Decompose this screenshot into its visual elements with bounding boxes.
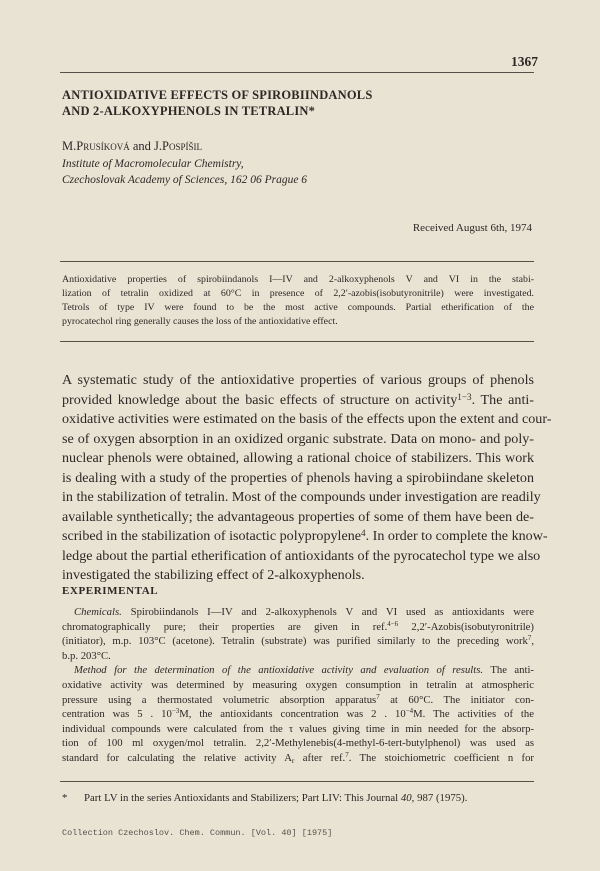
intro-line: nuclear phenols were obtained, allowing a rational choice of stabilizers. This work <box>62 450 534 466</box>
intro-line: investigated the stabilizing effect of 2-alkoxyphenols. <box>62 567 365 583</box>
paragraph-label: Method for the determination of the antioxidative activity and evaluation of results. <box>74 664 484 677</box>
body-line <box>62 751 534 767</box>
affiliation-line: Institute of Macromolecular Chemistry, <box>62 158 244 170</box>
abstract-bottom-rule <box>60 341 534 342</box>
body-line: oxidative activity was determined by measuring oxygen consumption in tetralin at atmospheric <box>62 678 534 691</box>
exponent-superscript: −4 <box>405 707 414 716</box>
text-run: (initiator), m.p. 103°C (acetone). Tetralin (substrate) was purified similarly to the preceding work <box>62 635 528 648</box>
text-run: centration was 5 . 10 <box>62 708 172 721</box>
body-line <box>62 620 534 635</box>
intro-line: is dealing with a study of the properties of phenols having a spirobiindane skeleton <box>62 469 534 486</box>
footnote-mark: * <box>62 792 68 804</box>
experimental-body <box>62 605 534 767</box>
intro-line: in the stabilization of tetralin. Most of the compounds under investigation are readily <box>62 489 541 505</box>
text-run: at 60°C. The initiator con- <box>379 693 534 706</box>
body-line: tion of 100 ml oxygen/mol tetralin. 2,2′-Methylenebis(4-methyl-6-tert-butylphenol) was used as <box>62 737 534 750</box>
footnote <box>62 792 534 804</box>
intro-line: se of oxygen absorption in an oxidized organic substrate. Data on mono- and poly- <box>62 430 534 447</box>
text-run: . In order to complete the know- <box>365 528 548 544</box>
text-run: Part LV in the series Antioxidants and Stabilizers; Part LIV: This Journal <box>84 792 401 804</box>
text-run: , 987 (1975). <box>411 792 468 804</box>
text-run: , <box>531 635 534 648</box>
abstract-top-rule <box>60 261 534 262</box>
intro-line: available synthetically; the advantageous properties of some of them have been de- <box>62 508 534 525</box>
affiliation <box>62 156 307 188</box>
text-run: after ref. <box>294 751 346 764</box>
intro-line: A systematic study of the antioxidative properties of various groups of phenols <box>62 372 534 388</box>
header-rule <box>60 72 534 73</box>
body-line <box>62 707 534 722</box>
body-line <box>62 663 534 678</box>
exponent-superscript: −3 <box>171 707 180 716</box>
text-run: M. The activities of the <box>413 708 534 721</box>
text-run: The anti- <box>483 664 534 677</box>
title-line: AND 2-ALKOXYPHENOLS IN TETRALIN* <box>62 104 316 118</box>
intro-line <box>62 527 548 547</box>
footnote-rule <box>60 781 534 782</box>
paragraph-label: Chemicals. <box>74 606 122 618</box>
text-run: provided knowledge about the basic effects of structure on activity <box>62 391 458 408</box>
citation-superscript: 7 <box>527 634 532 643</box>
affiliation-line: Czechoslovak Academy of Sciences, 162 06 Prague 6 <box>62 174 308 186</box>
subscript: r <box>291 755 295 765</box>
abstract-line: Tetrols of type IV were found to be the most active compounds. Partial etherification of the <box>62 302 534 313</box>
abstract-line: pyrocatechol ring generally causes the loss of the antioxidative effect. <box>62 316 338 327</box>
article-title <box>62 87 532 119</box>
abstract-line: lization of tetralin oxidized at 60°C in presence of 2,2′-azobis(isobutyronitrile) were investigated. <box>62 288 534 299</box>
author-conjunction: and <box>129 139 155 153</box>
text-run: standard for calculating the relative activity A <box>62 751 292 764</box>
abstract <box>62 273 534 329</box>
intro-line: ledge about the partial etherification of antioxidants of the pyrocatechol type we also <box>62 547 541 564</box>
citation-superscript: 1−3 <box>457 391 472 402</box>
author-initial: M. <box>62 139 77 153</box>
body-line <box>62 605 534 620</box>
author-surname: Pospíšil <box>162 139 202 153</box>
text-run: pressure using a thermostated volumetric absorption apparatus <box>62 693 377 706</box>
citation-superscript: 4 <box>361 528 366 538</box>
title-line: ANTIOXIDATIVE EFFECTS OF SPIROBIINDANOLS <box>62 88 373 102</box>
citation-superscript: 7 <box>345 750 349 759</box>
body-line <box>62 693 534 708</box>
citation-superscript: 4−6 <box>387 619 399 628</box>
authors <box>62 139 202 154</box>
body-line <box>62 634 534 649</box>
page-number: 1367 <box>511 54 538 69</box>
abstract-line: Antioxidative properties of spirobiindanols I—IV and 2-alkoxyphenols V and VI in the stabi- <box>62 274 534 285</box>
body-line: b.p. 203°C. <box>62 649 111 662</box>
received-date: Received August 6th, 1974 <box>412 222 532 234</box>
journal-reference: Collection Czechoslov. Chem. Commun. [Vol. 40] [1975] <box>62 828 333 838</box>
citation-superscript: 7 <box>376 692 380 701</box>
volume-number: 40 <box>400 792 412 804</box>
author-initial: J. <box>154 139 163 153</box>
intro-line <box>62 391 534 411</box>
introduction <box>62 371 552 586</box>
intro-line: oxidative activities were estimated on the basis of the effects upon the extent and cour- <box>62 411 552 427</box>
author-surname: Prusíková <box>76 139 130 153</box>
text-run: . The anti- <box>471 391 534 408</box>
section-heading: EXPERIMENTAL <box>62 585 159 597</box>
text-run: . The stoichiometric coefficient n for <box>348 751 534 764</box>
text-run: scribed in the stabilization of isotactic polypropylene <box>62 528 362 544</box>
body-line: individual compounds were calculated from the τ values giving time in min needed for the absorp- <box>62 722 534 735</box>
text-run: Spirobiindanols I—IV and 2-alkoxyphenols V and VI used as antioxidants were <box>121 606 534 618</box>
text-run: M, the antioxidants concentration was 2 . 10 <box>179 708 406 721</box>
text-run: 2,2′-Azobis(isobutyronitrile) <box>398 620 534 633</box>
text-run: chromatographically pure; their properties are given in ref. <box>62 620 388 633</box>
